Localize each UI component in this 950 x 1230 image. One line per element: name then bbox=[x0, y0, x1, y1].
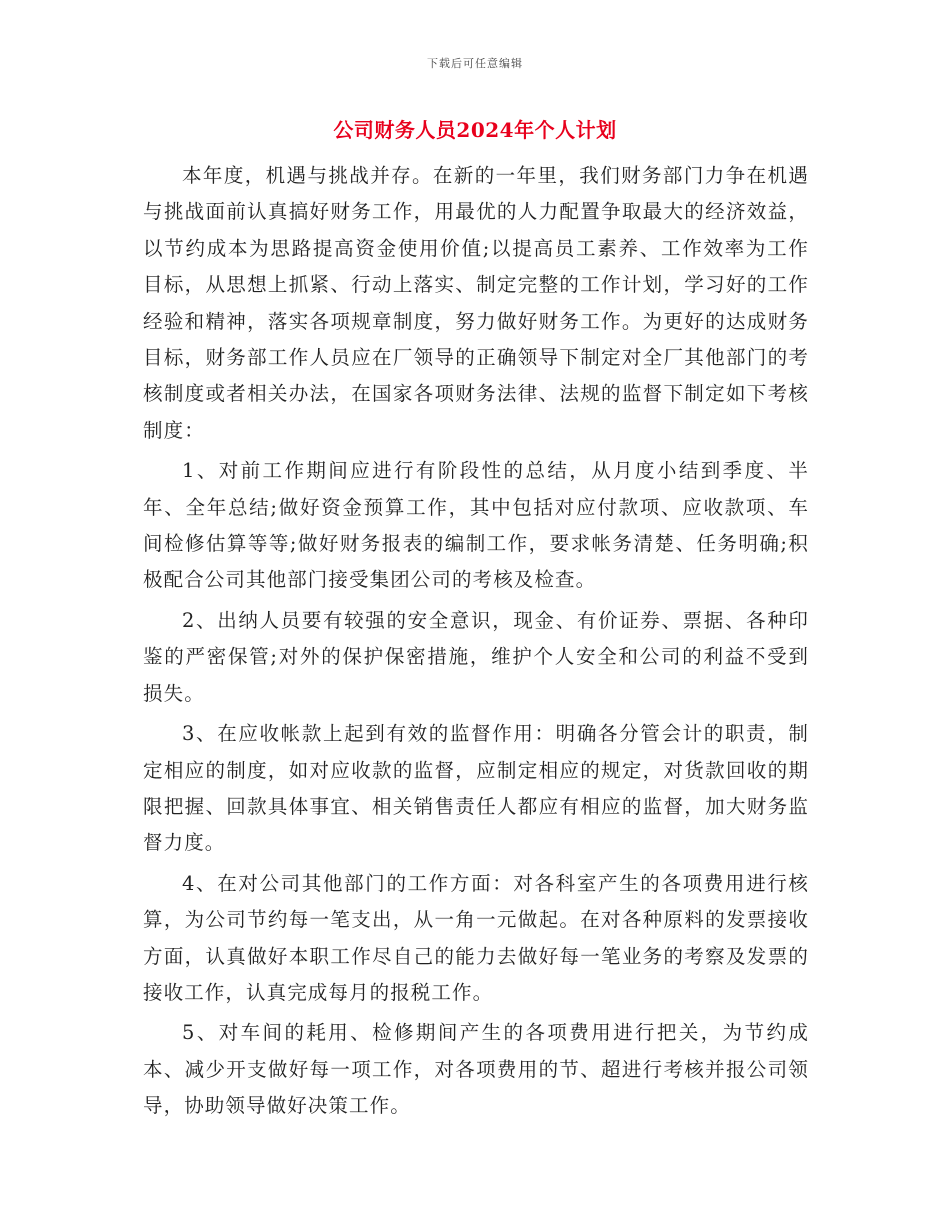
document-body bbox=[143, 158, 809, 1125]
document-title: 公司财务人员2024年个人计划 bbox=[333, 118, 617, 142]
item-paragraph-3: 3、在应收帐款上起到有效的监督作用：明确各分管会计的职责，制定相应的制度，如对应收款的监督，应制定相应的规定，对货款回收的期限把握、回款具体事宜、相关销售责任人都应有相应的监督，加大财务监督力度。 bbox=[143, 722, 809, 855]
item-paragraph-5: 5、对车间的耗用、检修期间产生的各项费用进行把关，为节约成本、减少开支做好每一项工作，对各项费用的节、超进行考核并报公司领导，协助领导做好决策工作。 bbox=[143, 1021, 809, 1118]
item-paragraph-1: 1、对前工作期间应进行有阶段性的总结，从月度小结到季度、半年、全年总结;做好资金预算工作，其中包括对应付款项、应收款项、车间检修估算等等;做好财务报表的编制工作，要求帐务清楚、任务明确;积极配合公司其他部门接受集团公司的考核及检查。 bbox=[143, 459, 809, 592]
intro-paragraph: 本年度，机遇与挑战并存。在新的一年里，我们财务部门力争在机遇与挑战面前认真搞好财务工作，用最优的人力配置争取最大的经济效益，以节约成本为思路提高资金使用价值;以提高员工素养、工作效率为工作目标，从思想上抓紧、行动上落实、制定完整的工作计划，学习好的工作经验和精神，落实各项规章制度，努力做好财务工作。为更好的达成财务目标，财务部工作人员应在厂领导的正确领导下制定对全厂其他部门的考核制度或者相关办法，在国家各项财务法律、法规的监督下制定如下考核制度： bbox=[143, 164, 809, 442]
item-paragraph-4: 4、在对公司其他部门的工作方面：对各科室产生的各项费用进行核算，为公司节约每一笔支出，从一角一元做起。在对各种原料的发票接收方面，认真做好本职工作尽自己的能力去做好每一笔业务的考察及发票的接收工作，认真完成每月的报税工作。 bbox=[143, 871, 809, 1004]
header-note: 下载后可任意编辑 bbox=[427, 57, 523, 70]
item-paragraph-2: 2、出纳人员要有较强的安全意识，现金、有价证券、票据、各种印鉴的严密保管;对外的保护保密措施，维护个人安全和公司的利益不受到损失。 bbox=[143, 608, 809, 705]
